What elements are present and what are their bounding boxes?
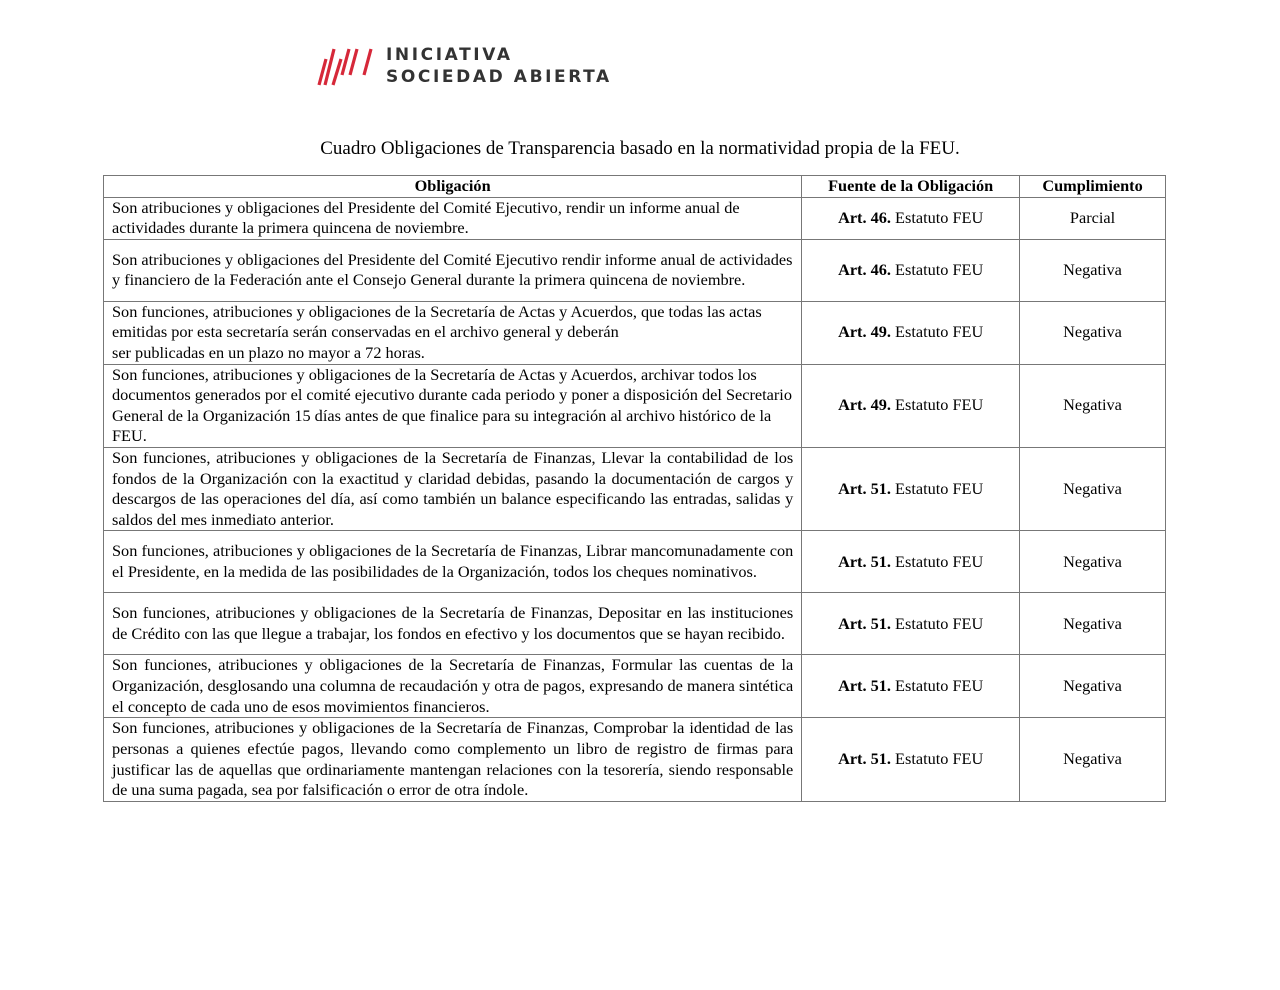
compliance-status: Negativa xyxy=(1020,239,1166,301)
source-doc: Estatuto FEU xyxy=(895,395,984,415)
header-cumplimiento: Cumplimiento xyxy=(1020,176,1166,198)
article-ref: Art. 51. xyxy=(838,613,891,633)
obligation-text: Son funciones, atribuciones y obligaciones de la Secretaría de Actas y Acuerdos, archivar todos los documentos generados por el comité ejecutivo durante cada periodo y poner a disposición del Secretario General de la Organización 15 días antes de que finalice para su integración al archivo histórico de la FEU. xyxy=(104,364,802,447)
compliance-status: Negativa xyxy=(1020,655,1166,718)
source-doc: Estatuto FEU xyxy=(895,676,984,696)
article-ref: Art. 51. xyxy=(838,749,891,769)
source-doc: Estatuto FEU xyxy=(895,259,984,279)
source-doc: Estatuto FEU xyxy=(895,322,984,342)
table-header-row xyxy=(104,176,1166,198)
table-row xyxy=(104,593,1166,655)
article-ref: Art. 46. xyxy=(838,207,891,227)
obligation-text: Son funciones, atribuciones y obligaciones de la Secretaría de Finanzas, Formular las cuentas de la Organización, desglosando una columna de recaudación y otra de pagos, expresando de manera sintética el concepto de cada uno de esos movimientos financieros. xyxy=(104,655,802,718)
article-ref: Art. 46. xyxy=(838,259,891,279)
source-doc: Estatuto FEU xyxy=(895,613,984,633)
article-ref: Art. 51. xyxy=(838,676,891,696)
source-doc: Estatuto FEU xyxy=(895,749,984,769)
compliance-status: Negativa xyxy=(1020,364,1166,447)
logo-line-2: SOCIEDAD ABIERTA xyxy=(386,67,612,87)
table-row xyxy=(104,531,1166,593)
article-ref: Art. 51. xyxy=(838,551,891,571)
logo-mark-icon xyxy=(316,45,374,87)
source-doc: Estatuto FEU xyxy=(895,207,984,227)
obligation-text: Son funciones, atribuciones y obligaciones de la Secretaría de Actas y Acuerdos, que todas las actas emitidas por esta secretaría serán conservadas en el archivo general y deberán ser publicadas en un plazo no mayor a 72 horas. xyxy=(104,301,802,364)
source-cell xyxy=(802,364,1020,447)
obligation-text: Son atribuciones y obligaciones del Presidente del Comité Ejecutivo, rendir un informe anual de actividades durante la primera quincena de noviembre. xyxy=(104,197,802,239)
obligation-text: Son funciones, atribuciones y obligaciones de la Secretaría de Finanzas, Depositar en las instituciones de Crédito con las que llegue a trabajar, los fondos en efectivo y los documentos que se hayan recibido. xyxy=(104,593,802,655)
source-doc: Estatuto FEU xyxy=(895,478,984,498)
source-doc: Estatuto FEU xyxy=(895,551,984,571)
compliance-status: Negativa xyxy=(1020,593,1166,655)
table-row xyxy=(104,239,1166,301)
table-row xyxy=(104,197,1166,239)
compliance-status: Parcial xyxy=(1020,197,1166,239)
source-cell xyxy=(802,197,1020,239)
obligation-text: Son atribuciones y obligaciones del Presidente del Comité Ejecutivo rendir informe anual de actividades y financiero de la Federación ante el Consejo General durante la primera quincena de noviembre. xyxy=(104,239,802,301)
source-cell xyxy=(802,239,1020,301)
article-ref: Art. 51. xyxy=(838,478,891,498)
source-cell xyxy=(802,531,1020,593)
header-obligacion: Obligación xyxy=(104,176,802,198)
obligation-text: Son funciones, atribuciones y obligaciones de la Secretaría de Finanzas, Comprobar la identidad de las personas a quienes efectúe pagos, llevando como complemento un libro de registro de firmas para justificar las de aquellas que ordinariamente mantengan relaciones con la tesorería, siendo responsable de una suma pagada, sea por falsificación o error de otra índole. xyxy=(104,718,802,801)
table-row xyxy=(104,447,1166,530)
compliance-status: Negativa xyxy=(1020,447,1166,530)
table-row xyxy=(104,301,1166,364)
article-ref: Art. 49. xyxy=(838,395,891,415)
logo-line-1: INICIATIVA xyxy=(386,45,513,65)
compliance-status: Negativa xyxy=(1020,301,1166,364)
source-cell xyxy=(802,301,1020,364)
obligation-text: Son funciones, atribuciones y obligaciones de la Secretaría de Finanzas, Librar mancomunadamente con el Presidente, en la medida de las posibilidades de la Organización, todos los cheques nominativos. xyxy=(104,531,802,593)
table-row xyxy=(104,655,1166,718)
obligation-text: Son funciones, atribuciones y obligaciones de la Secretaría de Finanzas, Llevar la contabilidad de los fondos de la Organización con la exactitud y claridad debidas, pasando la documentación de cargos y descargos de las operaciones del día, así como también un balance especificando las entradas, salidas y saldos del mes inmediato anterior. xyxy=(104,447,802,530)
document-title: Cuadro Obligaciones de Transparencia basado en la normatividad propia de la FEU. xyxy=(320,138,960,159)
source-cell xyxy=(802,447,1020,530)
source-cell xyxy=(802,718,1020,801)
table-row xyxy=(104,364,1166,447)
compliance-status: Negativa xyxy=(1020,531,1166,593)
source-cell xyxy=(802,655,1020,718)
article-ref: Art. 49. xyxy=(838,322,891,342)
logo xyxy=(316,44,612,88)
table-row xyxy=(104,718,1166,801)
compliance-status: Negativa xyxy=(1020,718,1166,801)
obligations-table xyxy=(103,175,1166,802)
header-fuente: Fuente de la Obligación xyxy=(802,176,1020,198)
source-cell xyxy=(802,593,1020,655)
